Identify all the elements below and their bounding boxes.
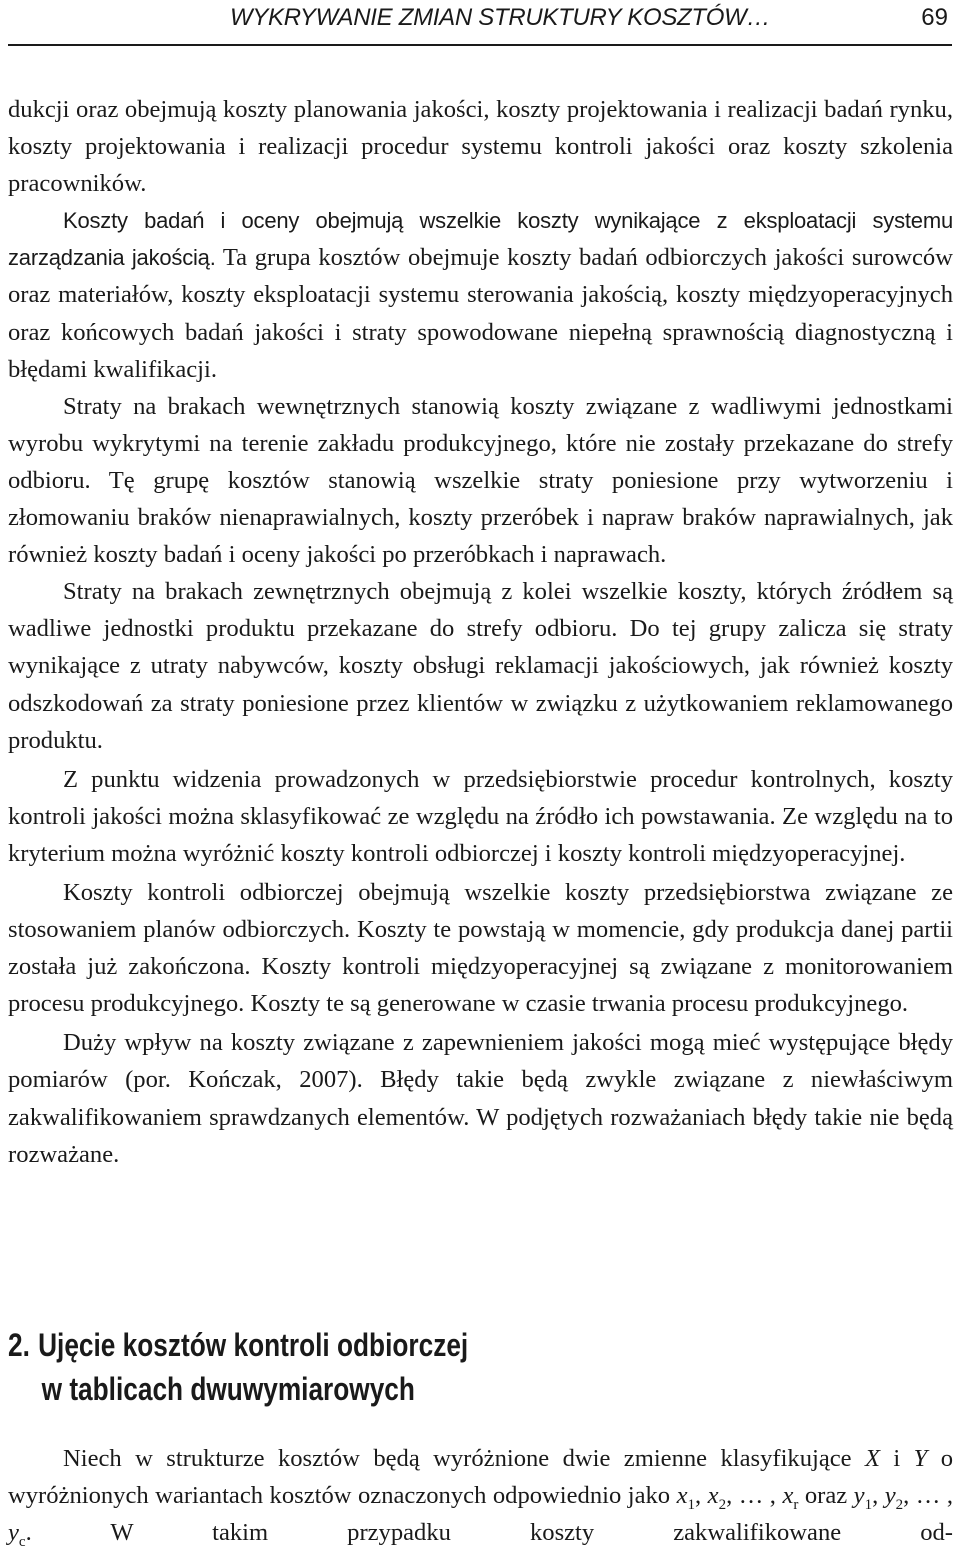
subscript: 1	[687, 1497, 696, 1513]
running-header	[8, 0, 952, 46]
section-title-line-2: w tablicach dwuwymiarowych	[41, 1371, 415, 1407]
subscript: r	[793, 1497, 799, 1513]
subscript: c	[18, 1534, 26, 1551]
paragraph-6: Koszty kontroli odbiorczej obejmują wszelkie koszty przedsiębiorstwa związane ze stosowaniem planów odbiorczych. Koszty te powstają w momencie, gdy produkcja danej partii została już zakończona. Koszty kontroli międzyoperacyjnej są związane z monitorowaniem procesu produkcyjnego. Koszty te są generowane w czasie trwania procesu produkcyjnego.	[8, 878, 953, 1018]
variable-y: y	[853, 1482, 865, 1510]
section-heading	[8, 1323, 468, 1411]
variable-x: x	[707, 1482, 719, 1510]
text-run: oraz	[798, 1482, 854, 1510]
paragraph-2	[8, 202, 953, 387]
paragraph-7: Duży wpływ na koszty związane z zapewnieniem jakości mogą mieć występujące błędy pomiarów (por. Kończak, 2007). Błędy takie będą zwykle związane z niewłaściwym zakwalifikowaniem sprawdzanych elementów. W podjętych rozważaniach błędy takie nie będą rozważane.	[8, 1029, 953, 1168]
variable-y: y	[8, 1519, 19, 1547]
variable-y: y	[884, 1482, 896, 1510]
paragraph-3: Straty na brakach wewnętrznych stanowią koszty związane z wadliwymi jednostkami wyrobu wykrytymi na terenie zakładu produkcyjnego, które nie zostały przekazane do strefy odbioru. Tę grupę kosztów stanowią wszelkie straty poniesione przy wytworzeniu i złomowaniu braków nienaprawialnych, koszty przeróbek i napraw braków naprawialnych, jak również koszty badań i oceny jakości po przeróbkach i naprawach.	[8, 392, 953, 569]
section-title-line-1: Ujęcie kosztów kontroli odbiorczej	[38, 1327, 469, 1363]
variable-x: x	[676, 1482, 688, 1510]
subscript: 2	[718, 1497, 727, 1513]
paragraph-4: Straty na brakach zewnętrznych obejmują z kolei wszelkie koszty, których źródłem są wadliwe jednostki produktu przekazane do strefy odbioru. Do tej grupy zalicza się straty wynikające z utraty nabywców, koszty obsługi reklamacji jakościowych, jak również koszty odszkodowań za straty poniesione przez klientów w związku z użytkowaniem reklamowanego produktu.	[8, 578, 953, 754]
subscript: 2	[895, 1497, 904, 1513]
paragraph-5: Z punktu widzenia prowadzonych w przedsiębiorstwie procedur kontrolnych, koszty kontroli jakości można sklasyfikować ze względu na źródło ich powstawania. Ze względu na to kryterium można wyróżnić koszty kontroli odbiorczej i koszty kontroli międzyoperacyjnej.	[8, 765, 953, 867]
paragraph-2-serif-run: Ta grupa kosztów obejmuje koszty badań odbiorczych jakości surowców oraz materiałów, koszty eksploatacji systemu sterowania jakością, koszty międzyoperacyjnych oraz końcowych badań jakości i straty spowodowane niepełną sprawnością diagnostyczną i błędami kwalifikacji.	[8, 244, 953, 383]
section-number: 2.	[8, 1327, 30, 1363]
text-run: Niech w strukturze kosztów będą wyróżnione dwie zmienne klasyfikujące	[63, 1445, 852, 1472]
subscript: 1	[864, 1497, 873, 1513]
section-paragraph-1: Niech w strukturze kosztów będą wyróżnione dwie zmienne klasyfikujące X i Y o wyróżnionych wariantach kosztów oznaczonych odpowiednio jako $x_1$, $x_2$, … , $x_r$ oraz $y_1$, $y_2$, … , $y_c$. W takim przypadku koszty zakwalifikowane od-	[8, 1445, 954, 1551]
variable-Y: Y	[913, 1445, 928, 1472]
section-body-text	[8, 1440, 953, 1551]
paragraph-1: dukcji oraz obejmują koszty planowania jakości, koszty projektowania i realizacji badań rynku, koszty projektowania i realizacji procedur systemu kontroli jakości oraz koszty szkolenia pracowników.	[8, 96, 953, 198]
text-run: , … ,	[903, 1482, 954, 1510]
variable-X: X	[864, 1445, 881, 1472]
variable-x: x	[782, 1482, 794, 1510]
text-run: . W takim przypadku koszty zakwalifikowane od-	[25, 1519, 953, 1547]
paragraph-2-sans-run: Koszty badań i oceny obejmują wszelkie koszty wynikające z eksploatacji systemu zarządzania jakością.	[8, 208, 953, 271]
running-header-title: WYKRYWANIE ZMIAN STRUKTURY KOSZTÓW…	[230, 4, 771, 31]
text-run: , … ,	[726, 1482, 783, 1510]
text-run: i	[880, 1445, 914, 1472]
text-run: o wyróżnionych wariantach kosztów oznaczonych odpowiednio jako	[8, 1445, 953, 1510]
page-number: 69	[921, 4, 948, 31]
body-text	[8, 91, 953, 1173]
